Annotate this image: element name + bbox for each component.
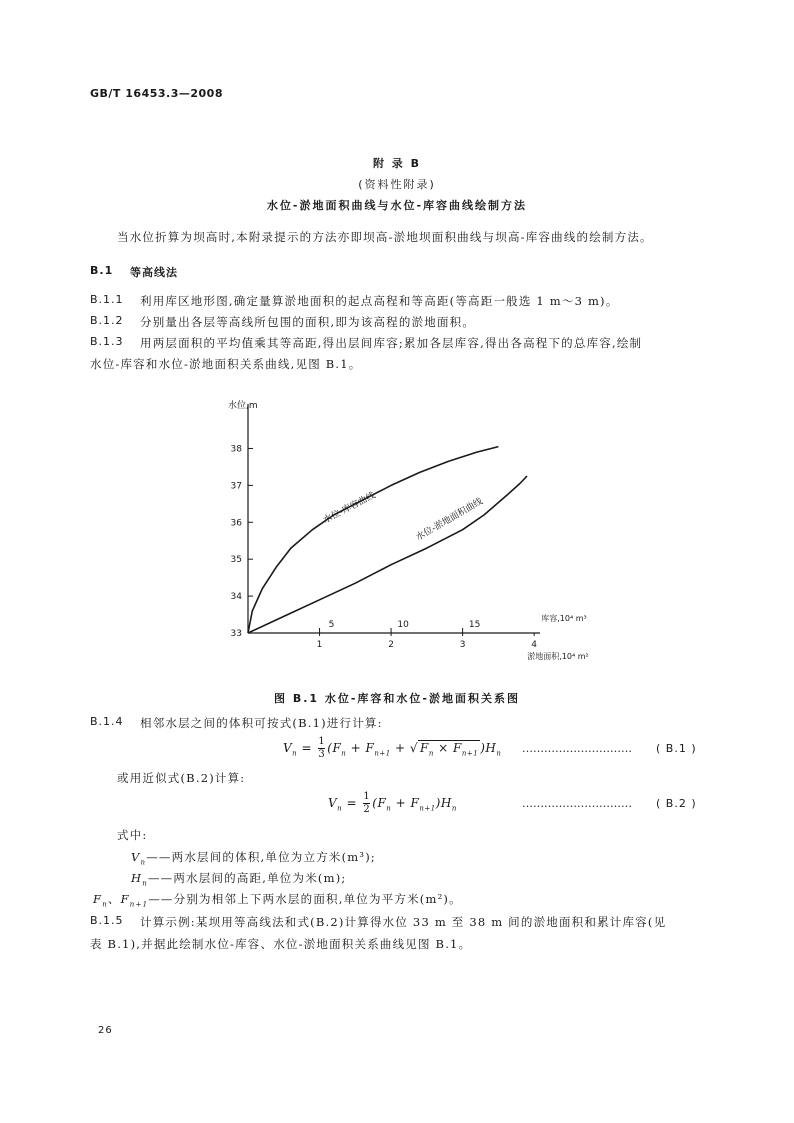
annex-subtitle: (资料性附录) [358, 178, 436, 191]
annex-title: 附 录 B [372, 157, 422, 170]
y-tick-label: 37 [230, 481, 242, 492]
series-line-2 [248, 476, 527, 633]
definition-height: $H_n——$两水层间的高距,单位为米(m); [131, 871, 347, 888]
clause-text: 利用库区地形图,确定量算淤地面积的起点高程和等高距(等高距一般选 1 m～3 m)。 [140, 294, 619, 308]
y-axis-label: 水位,m [228, 401, 258, 411]
formula-b1-leader: ………………………… [522, 742, 632, 755]
x-top-tick-label: 10 [397, 620, 409, 630]
where-label: 式中: [117, 828, 148, 842]
x-bottom-axis-label: 淤地面积,10⁴ m² [527, 652, 589, 661]
formula-b1: $V_n$ = $\frac{1}{3}$ ($F_n + F_{n+1}$ + √ $F_n \times F_{n+1}$ )$H_n$ [283, 736, 502, 760]
clause-number: B.1.2 [90, 314, 124, 327]
section-title: 等高线法 [130, 266, 178, 279]
clause-number: B.1.4 [90, 715, 124, 728]
clause-number: B.1.1 [90, 293, 124, 306]
clause-text: 分别量出各层等高线所包围的面积,即为该高程的淤地面积。 [140, 315, 476, 329]
figure-caption: 图 B.1 水位-库容和水位-淤地面积关系图 [273, 692, 520, 705]
y-tick-label: 35 [230, 555, 242, 566]
alt-formula-intro: 或用近似式(B.2)计算: [117, 771, 246, 785]
section-number: B.1 [90, 264, 114, 277]
x-top-tick-label: 5 [328, 620, 335, 630]
x-top-axis-label: 库容,10⁴ m³ [541, 614, 587, 623]
series-line-1 [248, 447, 498, 633]
formula-b2-leader: ………………………… [522, 797, 632, 810]
formula-b2-tag: ( B.2 ) [656, 797, 697, 810]
y-tick-label: 34 [230, 592, 242, 603]
y-tick-label: 36 [230, 518, 242, 529]
clause-text-continued: 水位-库容和水位-淤地面积关系曲线,见图 B.1。 [90, 357, 362, 371]
formula-b2: $V_n$ = $\frac{1}{2}$ $(F_n + F_{n+1})H_n$ [328, 791, 457, 815]
standard-code: GB/T 16453.3—2008 [90, 87, 223, 100]
clause-text-continued: 表 B.1),并据此绘制水位-库容、水位-淤地面积关系曲线见图 B.1。 [90, 937, 472, 951]
clause-number: B.1.3 [90, 335, 124, 348]
series-label-1: 水位-库容曲线 [321, 490, 378, 526]
series-label-2: 水位-淤地面积曲线 [414, 496, 485, 544]
page-number: 26 [98, 1025, 113, 1036]
annex-heading: 水位-淤地面积曲线与水位-库容曲线绘制方法 [266, 199, 528, 212]
x-top-tick-label: 15 [468, 620, 481, 630]
x-bottom-tick-label: 4 [531, 640, 538, 650]
x-bottom-tick-label: 2 [388, 640, 394, 650]
clause-number: B.1.5 [90, 914, 124, 927]
clause-text: 用两层面积的平均值乘其等高距,得出层间库容;累加各层库容,得出各高程下的总库容,绘制 [140, 336, 643, 350]
y-tick-label: 38 [230, 444, 242, 455]
figure-b1-chart [210, 390, 590, 680]
definition-volume: $V_n——$两水层间的体积,单位为立方米(m³); [131, 850, 376, 867]
formula-b1-tag: ( B.1 ) [656, 742, 697, 755]
definition-area: $F_n$、$F_{n+1}——$分别为相邻上下两水层的面积,单位为平方米(m²)。 [93, 892, 462, 909]
clause-text: 计算示例:某坝用等高线法和式(B.2)计算得水位 33 m 至 38 m 间的淤地面积和累计库容(见 [140, 915, 667, 929]
x-bottom-tick-label: 1 [316, 640, 323, 650]
y-tick-label: 33 [230, 629, 242, 639]
clause-text: 相邻水层之间的体积可按式(B.1)进行计算: [140, 716, 383, 730]
x-bottom-tick-label: 3 [459, 640, 466, 650]
annex-intro: 当水位折算为坝高时,本附录提示的方法亦即坝高-淤地坝面积曲线与坝高-库容曲线的绘制方法。 [117, 230, 653, 244]
